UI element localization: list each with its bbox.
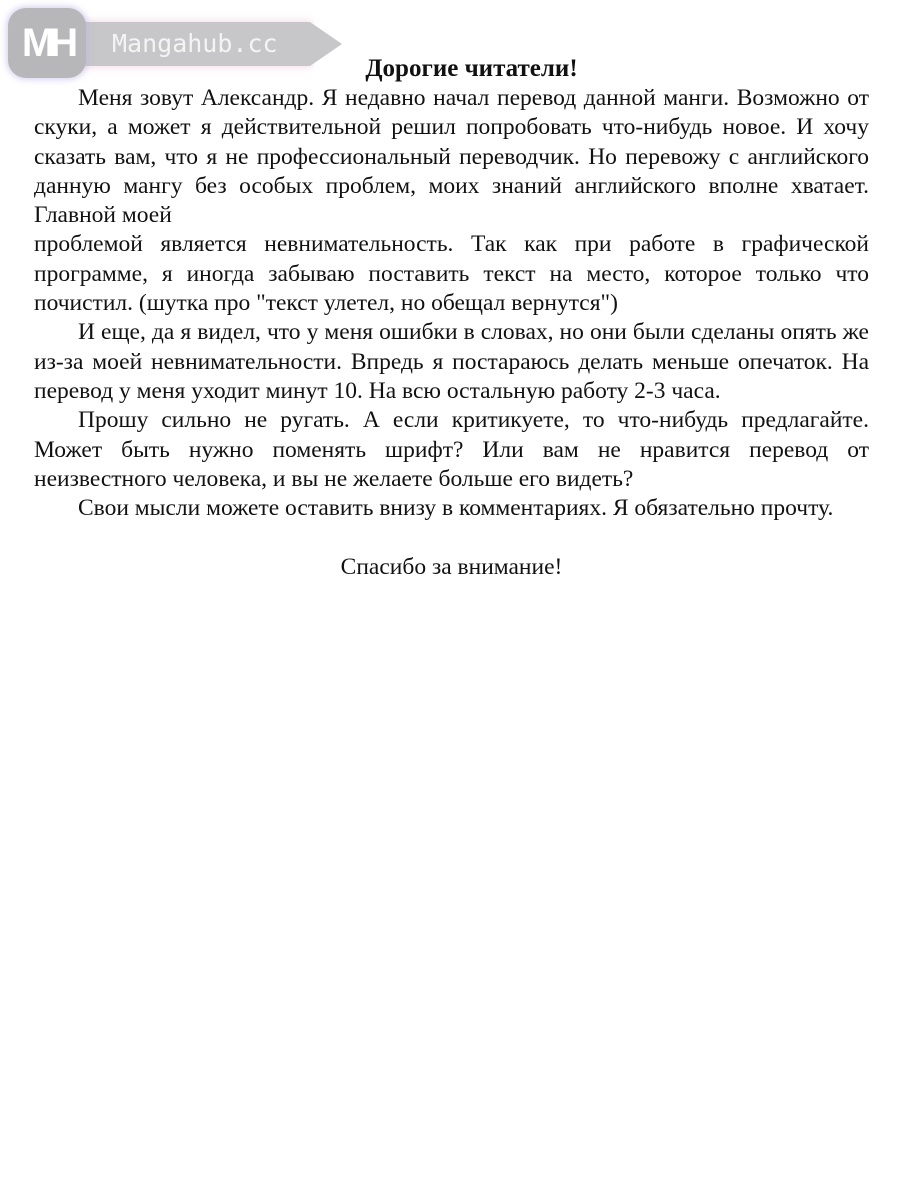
- watermark-site-name: Mangahub.cc: [112, 29, 278, 58]
- letter-title: Дорогие читатели!: [365, 55, 578, 82]
- closing-thanks: Спасибо за внимание!: [340, 554, 563, 581]
- paragraph-intro: Меня зовут Александр. Я недавно начал перевод данной манги. Возможно от скуки, а может я действительной решил попробовать что-нибудь новое. И хочу сказать вам, что я не профессиональный переводчик. Но перевожу с английского данную мангу без особых проблем, моих знаний английского вполне хватает. Главной моей: [34, 85, 869, 229]
- letter-document: [34, 54, 869, 583]
- paragraph-mistakes: И еще, да я видел, что у меня ошибки в словах, но они были сделаны опять же из-за моей невнимательности. Впредь я постараюсь делать меньше опечаток. На перевод у меня уходит минут 10. На всю остальную работу 2-3 часа.: [34, 319, 869, 404]
- mangahub-logo-icon: MH: [8, 8, 86, 78]
- paragraph-request: Прошу сильно не ругать. А если критикуете, то что-нибудь предлагайте. Может быть нужно поменять шрифт? Или вам не нравится перевод от неизвестного человека, и вы не желаете больше его видеть?: [34, 407, 869, 492]
- paragraph-comments: Свои мысли можете оставить внизу в комментариях. Я обязательно прочту.: [78, 495, 834, 522]
- paragraph-intro-continued: проблемой является невнимательность. Так как при работе в графической программе, я иногда забываю поставить текст на место, которое только что почистил. (шутка про "текст улетел, но обещал вернутся"): [34, 231, 869, 317]
